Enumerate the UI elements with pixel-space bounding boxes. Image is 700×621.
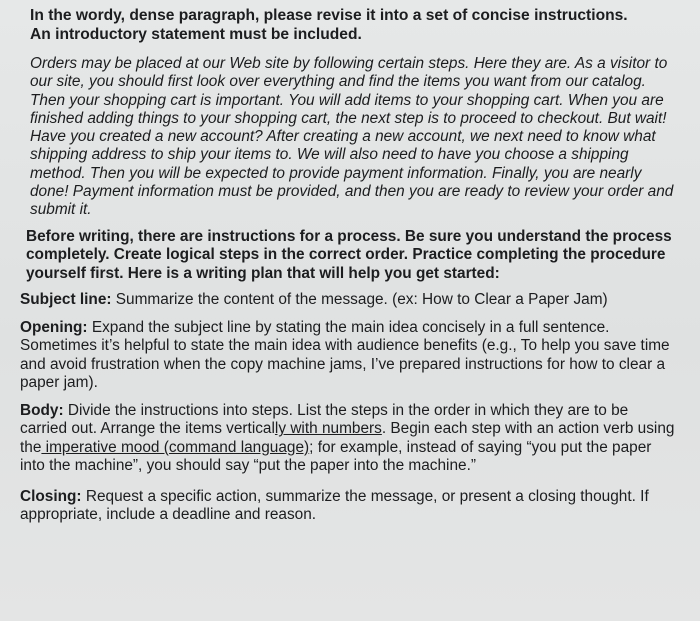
- subject-line-text: Summarize the content of the message. (ex: How to Clear a Paper Jam): [111, 291, 608, 309]
- opening-section: [20, 319, 676, 393]
- closing-term: Closing:: [20, 487, 82, 505]
- body-underlined-numbers: ly with numbers: [274, 420, 382, 438]
- body-underlined-imperative: imperative mood (command language): [41, 438, 310, 456]
- opening-term: Opening:: [20, 318, 88, 336]
- body-text-part-1: Divide the instructions into steps. List the steps in the order in which they are to be carried out. Arrange the items vertical: [20, 401, 629, 438]
- subject-line-section: [20, 291, 676, 310]
- writing-guidance: Before writing, there are instructions for a process. Be sure you understand the process completely. Create logical steps in the correct order. Practice completing the procedure yourself first. Here is a writing plan that will help you get started:: [26, 227, 672, 282]
- closing-text: Request a specific action, summarize the message, or present a closing thought. If appropriate, include a deadline and reason.: [20, 487, 649, 524]
- closing-section: [20, 488, 676, 525]
- task-prompt-line-1: In the wordy, dense paragraph, please revise it into a set of concise instructions.: [30, 7, 628, 24]
- task-prompt-line-2: An introductory statement must be included.: [30, 26, 362, 43]
- body-text-part-3: ; for example, instead of saying “you put the paper into the machine”, you should say “put the paper into the machine.”: [20, 438, 652, 475]
- wordy-paragraph: Orders may be placed at our Web site by following certain steps. Here they are. As a visitor to our site, you should first look over everything and find the items you want from our catalog. Then your shopping cart is important. You will add items to your shopping cart. When you are finished adding things to your shopping cart, the next step is to proceed to checkout. But wait! Have you created a new account? After creating a new account, we next need to know what shipping address to ship your items to. We will also need to have you choose a shipping method. Then you will be expected to provide payment information. Finally, you are nearly done! Payment information must be provided, and then you are ready to review your order and submit it.: [30, 55, 674, 219]
- body-text-part-2: . Begin each step with an action verb using the: [20, 420, 675, 456]
- task-prompt: [20, 6, 676, 44]
- body-section: [20, 402, 676, 476]
- subject-line-term: Subject line:: [20, 291, 112, 309]
- opening-text: Expand the subject line by stating the main idea concisely in a full sentence. Sometimes it’s helpful to state the main idea with audience benefits (e.g., To help you save time and avoid frustration when the copy machine jams, I’ve prepared instructions for how to clear a paper jam).: [20, 318, 670, 392]
- body-term: Body:: [20, 401, 64, 419]
